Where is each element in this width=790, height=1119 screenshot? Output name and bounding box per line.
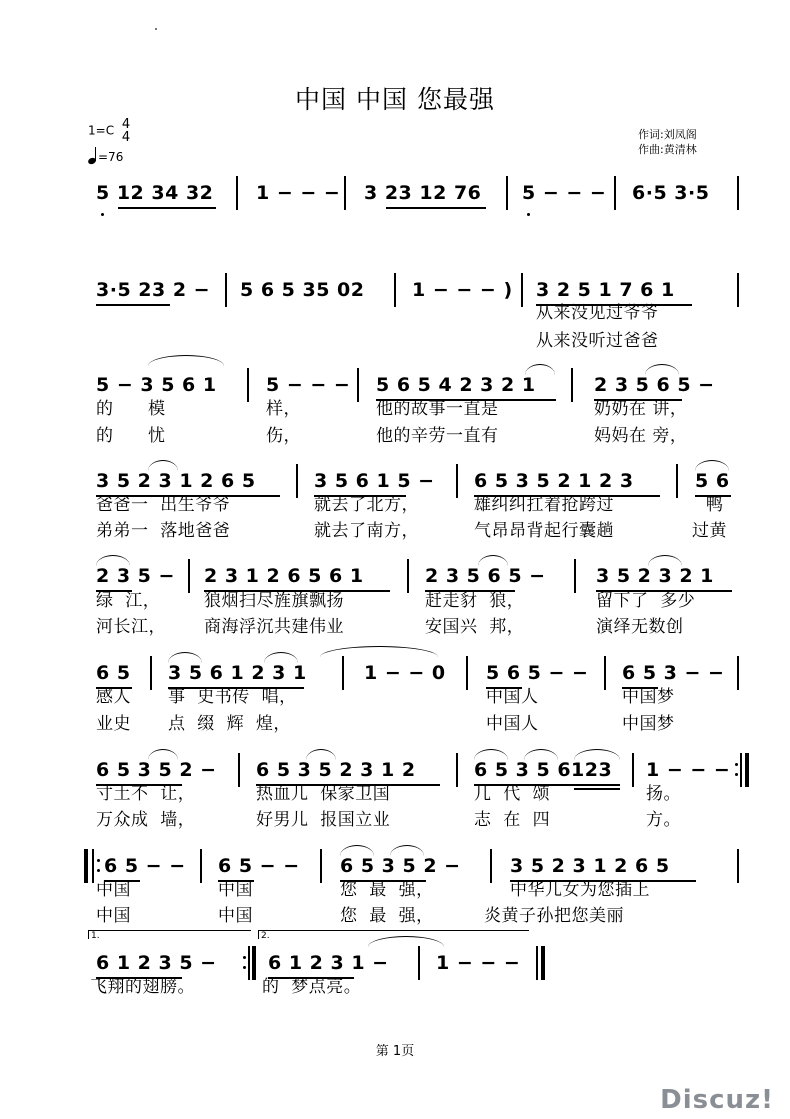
measure: 5 6 xyxy=(695,470,730,492)
lyric-line: 爸爸一 出生爷爷 就去了北方， 雄纠纠扛着抢跨过 鸭 xyxy=(96,495,724,515)
measure: 5 6 5 − − xyxy=(486,662,589,684)
barline xyxy=(737,849,739,883)
barline xyxy=(236,176,238,210)
volta-2: 2. xyxy=(258,930,529,939)
barline xyxy=(740,753,742,787)
measure: 2 3 5 − xyxy=(96,565,175,587)
time-signature: 4 4 xyxy=(121,117,131,145)
barline xyxy=(418,946,420,980)
measure: 6 1 2 3 5 − xyxy=(96,952,217,974)
lyric-line: 飞翔的翅膀。 的 梦点亮。 xyxy=(90,977,362,997)
measure: 1 − − − xyxy=(646,759,731,781)
barline xyxy=(604,656,606,690)
barline xyxy=(357,368,359,402)
barline xyxy=(200,849,202,883)
lyric-line: 的 忧 伤， 他的辛劳一直有 妈妈在 旁， xyxy=(96,426,688,446)
barline xyxy=(247,368,249,402)
lyric-line: 中国 中国 您 最 强， 中华儿女为您插上 xyxy=(96,880,650,900)
barline xyxy=(188,559,190,593)
repeat-dot xyxy=(735,773,738,776)
lyric-line: 业史 点 缀 辉 煌， 中国人 中国梦 xyxy=(96,714,675,734)
measure: 3 5 2 3 1 2 6 5 xyxy=(510,855,670,877)
lyric-line: 中国 中国 您 最 强， 炎黄子孙把您美丽 xyxy=(96,906,624,926)
measure: 3 5 2 3 2 1 xyxy=(596,565,714,587)
underline xyxy=(386,207,486,209)
lyric-line: 弟弟一 落地爸爸 就去了南方， 气昂昂背起行囊趟 过黄 xyxy=(96,521,727,541)
final-barline xyxy=(541,946,545,980)
repeat-end-barline xyxy=(252,946,256,980)
measure: 2 3 5 6 5 − xyxy=(594,374,715,396)
barline xyxy=(536,946,538,980)
barline xyxy=(92,849,94,883)
barline xyxy=(614,176,616,210)
low-dot xyxy=(101,213,104,216)
barline xyxy=(737,176,739,210)
measure: 6 5 3 − − xyxy=(622,662,725,684)
barline xyxy=(342,656,344,690)
measure: 3 5 2 3 1 2 6 5 xyxy=(96,470,256,492)
tie xyxy=(320,646,438,657)
measure: 6 5 3 5 2 3 1 2 xyxy=(256,759,416,781)
lyric-line: 感人 事 史书传 唱， 中国人 中国梦 xyxy=(96,687,675,707)
measure: 6 5 3 5 6123 xyxy=(474,759,613,781)
barline xyxy=(456,464,458,498)
speck xyxy=(155,28,157,30)
lyric-line: 河长江， 商海浮沉共建伟业 安国兴 邦， 演绎无数创 xyxy=(96,617,684,637)
measure: 3 23 12 76 xyxy=(364,182,482,204)
key-tempo-block xyxy=(88,118,130,164)
barline xyxy=(320,849,322,883)
lyric-line: 的 模 样， 他的故事一直是 奶奶在 讲， xyxy=(96,399,688,419)
underline xyxy=(118,207,216,209)
repeat-dot xyxy=(243,966,246,969)
barline xyxy=(676,464,678,498)
barline xyxy=(150,656,152,690)
measure: 6 5 3 5 2 1 2 3 xyxy=(474,470,634,492)
barline xyxy=(456,753,458,787)
measure: 6 1 2 3 1 − xyxy=(268,952,389,974)
score-row-1 xyxy=(0,180,790,220)
measure: 2 3 5 6 5 − xyxy=(425,565,546,587)
lyric-line: 从来没听过爸爸 xyxy=(536,331,659,351)
measure: 6 5 − − xyxy=(104,855,186,877)
barline xyxy=(490,849,492,883)
measure: 3 2 5 1 7 6 1 xyxy=(536,279,675,301)
slur xyxy=(148,355,224,366)
key-signature: 1=C xyxy=(88,123,115,138)
low-dot xyxy=(527,213,530,216)
measure: 3·5 23 2 − xyxy=(96,279,211,301)
measure: 6·5 3·5 xyxy=(632,182,710,204)
song-title: 中国 中国 您最强 xyxy=(295,85,495,114)
lyric-line: 万众成 墙， 好男儿 报国立业 志 在 四 方。 xyxy=(96,810,681,830)
measure: 1 − − − xyxy=(436,952,521,974)
composer: 作曲:黄清林 xyxy=(638,142,697,156)
repeat-dot xyxy=(735,763,738,766)
barline xyxy=(571,368,573,402)
lyric-line: 从来没见过爷爷 xyxy=(536,303,659,323)
repeat-dot xyxy=(243,956,246,959)
lyric-line: 寸土不 让， 热血儿 保家卫国 几 代 颂 扬。 xyxy=(96,784,681,804)
lyric-line: 绿 江， 狼烟扫尽旌旗飘扬 赶走豺 狼， 留下了 多少 xyxy=(96,591,696,611)
measure: 2 3 1 2 6 5 6 1 xyxy=(204,565,364,587)
measure: 5 6 5 4 2 3 2 1 xyxy=(376,374,536,396)
measure: 5 − − − xyxy=(266,374,351,396)
repeat-dot xyxy=(97,859,100,862)
repeat-dot xyxy=(97,869,100,872)
measure: 6 5 − − xyxy=(218,855,300,877)
measure: 6 5 xyxy=(96,662,131,684)
measure: 3 5 6 1 2 3 1 xyxy=(168,662,307,684)
tempo-marking: =76 xyxy=(88,150,130,164)
measure: 5 − − − xyxy=(522,182,607,204)
lyricist: 作词:刘凤阁 xyxy=(638,128,697,141)
barline xyxy=(344,176,346,210)
measure: 5 6 5 35 02 xyxy=(240,279,365,301)
forum-watermark: Discuz! xyxy=(660,1085,774,1115)
barline xyxy=(238,753,240,787)
barline xyxy=(506,176,508,210)
repeat-start-barline xyxy=(84,849,88,883)
measure: 5 12 34 32 xyxy=(96,182,214,204)
quarter-note-icon xyxy=(88,150,98,164)
measure: 1 − − − xyxy=(256,182,341,204)
repeat-end-barline xyxy=(745,753,749,787)
measure: 6 5 3 5 2 − xyxy=(96,759,217,781)
page-number: 第 1页 xyxy=(375,1044,415,1059)
credits xyxy=(638,128,697,158)
barline xyxy=(632,753,634,787)
barline xyxy=(737,656,739,690)
barline xyxy=(296,464,298,498)
barline xyxy=(248,946,250,980)
barline xyxy=(407,559,409,593)
measure: 6 5 3 5 2 − xyxy=(340,855,461,877)
barline xyxy=(466,656,468,690)
measure: 5 − 3 5 6 1 xyxy=(96,374,217,396)
measure: 1 − − 0 xyxy=(364,662,446,684)
measure: 3 5 6 1 5 − xyxy=(314,470,435,492)
measure: 1 − − − ) xyxy=(412,279,513,301)
barline xyxy=(574,559,576,593)
volta-1: 1. xyxy=(88,930,251,939)
